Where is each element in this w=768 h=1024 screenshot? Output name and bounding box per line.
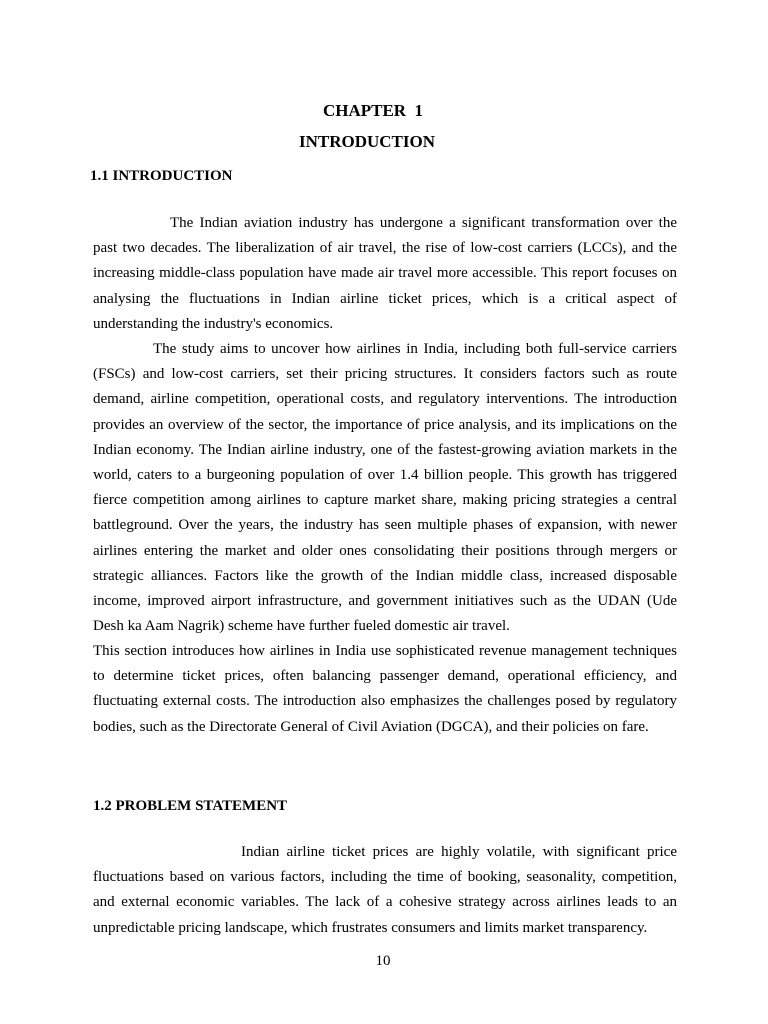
- section-heading-introduction: 1.1 INTRODUCTION: [90, 168, 233, 184]
- paragraph: This section introduces how airlines in India use sophisticated revenue management techniques to determine ticket prices, often balancing passenger demand, operational efficiency, and fluctuating external costs. The introduction also emphasizes the challenges posed by regulatory bodies, such as the Directorate General of Civil Aviation (DGCA), and their policies on fare.: [93, 643, 677, 735]
- page-number: 10: [375, 953, 391, 969]
- chapter-label: CHAPTER 1: [322, 101, 424, 120]
- paragraph: The Indian aviation industry has undergone a significant transformation over the past two decades. The liberalization of air travel, the rise of low-cost carriers (LCCs), and the increasing middle-class population have made air travel more accessible. This report focuses on analysing the fluctuations in Indian airline ticket prices, which is a critical aspect of understanding the industry's economics.: [93, 215, 677, 332]
- paragraph: Indian airline ticket prices are highly volatile, with significant price fluctuations based on various factors, including the time of booking, seasonality, competition, and external economic variables. The lack of a cohesive strategy across airlines leads to an unpredictable pricing landscape, which frustrates consumers and limits market transparency.: [93, 844, 677, 936]
- section-heading-problem-statement: 1.2 PROBLEM STATEMENT: [93, 798, 288, 814]
- chapter-title: INTRODUCTION: [298, 132, 436, 151]
- paragraph: The study aims to uncover how airlines in India, including both full-service carriers (FSCs) and low-cost carriers, set their pricing structures. It considers factors such as route demand, airline competition, operational costs, and regulatory interventions. The introduction provides an overview of the sector, the importance of price analysis, and its implications on the Indian economy. The Indian airline industry, one of the fastest-growing aviation markets in the world, caters to a burgeoning population of over 1.4 billion people. This growth has triggered fierce competition among airlines to capture market share, making pricing strategies a central battleground. Over the years, the industry has seen multiple phases of expansion, with newer airlines entering the market and older ones consolidating their positions through mergers or strategic alliances. Factors like the growth of the Indian middle class, increased disposable income, improved airport infrastructure, and government initiatives such as the UDAN (Ude Desh ka Aam Nagrik) scheme have further fueled domestic air travel.: [93, 341, 677, 635]
